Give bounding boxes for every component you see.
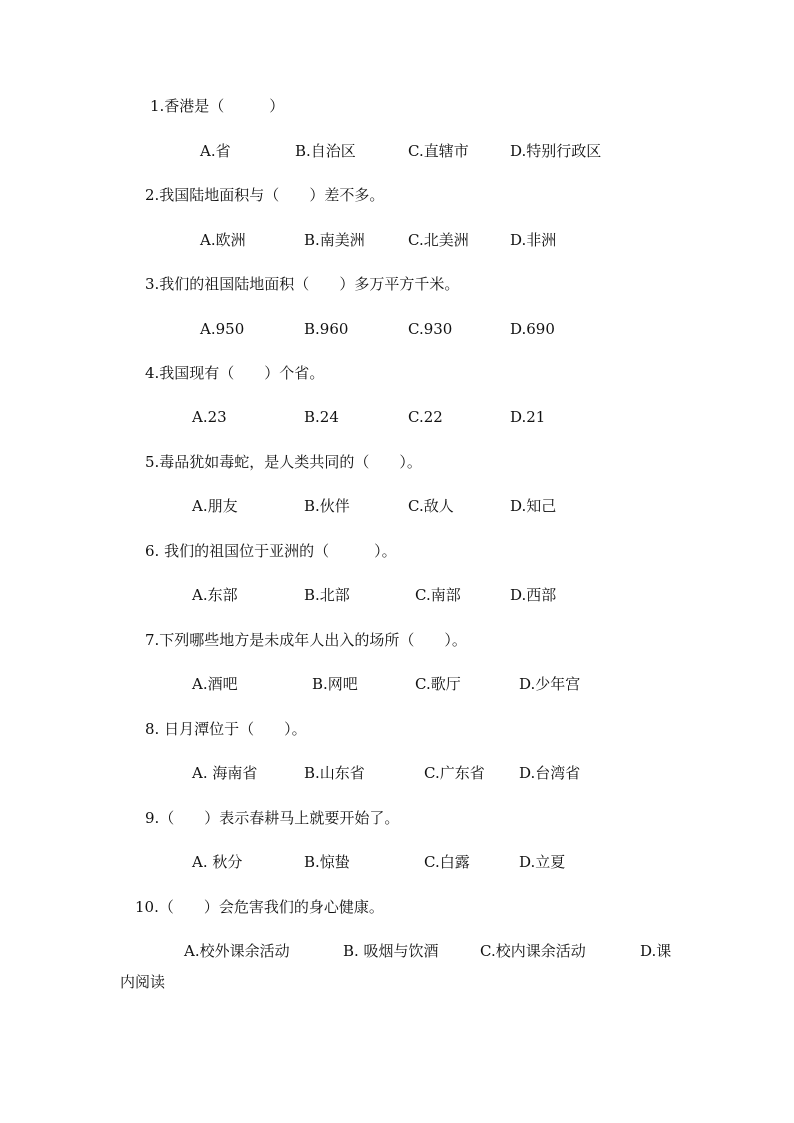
option-8d: D.台湾省 xyxy=(519,764,581,782)
option-8a: A. 海南省 xyxy=(192,764,258,782)
option-7c: C.歌厅 xyxy=(415,675,461,693)
option-2a: A.欧洲 xyxy=(200,231,246,249)
option-3d: D.690 xyxy=(510,320,555,338)
option-7b: B.网吧 xyxy=(312,675,358,693)
option-7a: A.酒吧 xyxy=(192,675,238,693)
option-3b: B.960 xyxy=(304,320,349,338)
question-10: 10.（ ）会危害我们的身心健康。 xyxy=(135,898,384,916)
option-6a: A.东部 xyxy=(192,586,238,604)
option-6c: C.南部 xyxy=(415,586,461,604)
option-2b: B.南美洲 xyxy=(304,231,365,249)
option-9a: A. 秋分 xyxy=(192,853,243,871)
option-8c: C.广东省 xyxy=(424,764,485,782)
option-1b: B.自治区 xyxy=(295,142,356,160)
option-3c: C.930 xyxy=(408,320,453,338)
option-5b: B.伙伴 xyxy=(304,497,350,515)
option-9b: B.惊蛰 xyxy=(304,853,350,871)
option-6b: B.北部 xyxy=(304,586,350,604)
option-10b: B. 吸烟与饮酒 xyxy=(343,942,439,960)
option-2c: C.北美洲 xyxy=(408,231,469,249)
question-5: 5.毒品犹如毒蛇，是人类共同的（ ）。 xyxy=(145,453,422,471)
option-10c: C.校内课余活动 xyxy=(480,942,586,960)
question-1: 1.香港是（ ） xyxy=(150,97,285,115)
option-4d: D.21 xyxy=(510,408,546,426)
option-4b: B.24 xyxy=(304,408,339,426)
option-2d: D.非洲 xyxy=(510,231,557,249)
option-4a: A.23 xyxy=(192,408,227,426)
option-10a: A.校外课余活动 xyxy=(184,942,290,960)
option-1c: C.直辖市 xyxy=(408,142,469,160)
option-9c: C.白露 xyxy=(424,853,470,871)
option-10d-continuation: 内阅读 xyxy=(120,973,166,991)
option-8b: B.山东省 xyxy=(304,764,365,782)
option-6d: D.西部 xyxy=(510,586,557,604)
option-1a: A.省 xyxy=(200,142,231,160)
question-7: 7.下列哪些地方是未成年人出入的场所（ ）。 xyxy=(145,631,467,649)
option-7d: D.少年宫 xyxy=(519,675,581,693)
option-5d: D.知己 xyxy=(510,497,557,515)
option-1d: D.特别行政区 xyxy=(510,142,602,160)
question-3: 3.我们的祖国陆地面积（ ）多万平方千米。 xyxy=(145,275,460,293)
option-9d: D.立夏 xyxy=(519,853,566,871)
question-4: 4.我国现有（ ）个省。 xyxy=(145,364,325,382)
question-6: 6. 我们的祖国位于亚洲的（ ）。 xyxy=(145,542,397,560)
option-3a: A.950 xyxy=(200,320,245,338)
question-2: 2.我国陆地面积与（ ）差不多。 xyxy=(145,186,385,204)
option-10d: D.课 xyxy=(640,942,672,960)
question-9: 9.（ ）表示春耕马上就要开始了。 xyxy=(145,809,400,827)
option-5c: C.敌人 xyxy=(408,497,454,515)
question-8: 8. 日月潭位于（ ）。 xyxy=(145,720,307,738)
option-4c: C.22 xyxy=(408,408,443,426)
option-5a: A.朋友 xyxy=(192,497,238,515)
